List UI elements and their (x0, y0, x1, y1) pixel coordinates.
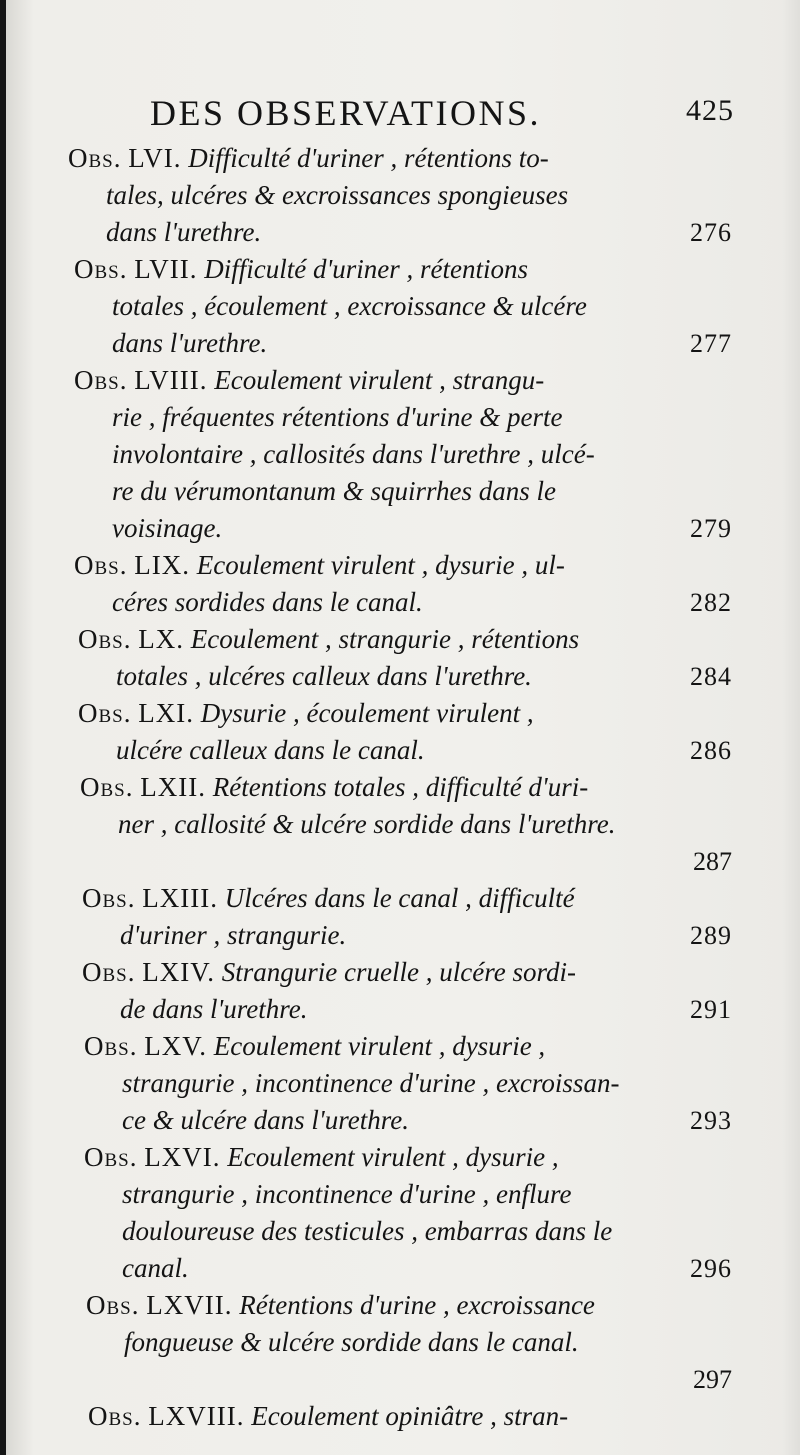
entry-line (84, 1065, 732, 1102)
observation-text: Difficulté d'uriner , rétentions (204, 254, 528, 284)
observation-label: Obs. (84, 1142, 138, 1172)
observation-label: Obs. (68, 143, 122, 173)
observation-entry (88, 1398, 732, 1435)
observation-number: LXV. (144, 1031, 208, 1061)
observation-entry (78, 695, 732, 769)
entry-line (74, 473, 732, 510)
entry-line (80, 806, 732, 843)
observation-number: LX. (138, 624, 184, 654)
page-reference: 287 (693, 847, 732, 876)
page-reference: 297 (693, 1365, 732, 1394)
observation-number: LXVIII. (148, 1401, 245, 1431)
running-head (146, 92, 750, 132)
observation-label: Obs. (84, 1031, 138, 1061)
observation-number: LXIV. (142, 957, 216, 987)
page-reference: 277 (690, 329, 732, 358)
observation-text: involontaire , callosités dans l'urethre , ulcé- (112, 439, 595, 469)
observation-entry (78, 621, 732, 695)
entry-line (84, 1213, 732, 1250)
entry-line (78, 658, 732, 695)
observation-text: totales , écoulement , excroissance & ulcére (112, 291, 587, 321)
observation-text: voisinage. (112, 513, 223, 543)
observation-text: Rétentions totales , difficulté d'uri- (212, 772, 589, 802)
observation-entry (82, 880, 732, 954)
page-reference: 276 (690, 218, 732, 247)
page-edge-shadow (782, 0, 800, 1455)
entry-line (86, 1324, 732, 1361)
observation-label: Obs. (74, 254, 128, 284)
observation-number: LVII. (134, 254, 198, 284)
observation-label: Obs. (74, 365, 128, 395)
observation-text: totales , ulcéres calleux dans l'urethre. (116, 661, 532, 691)
observation-entry (86, 1287, 732, 1398)
observation-number: LVI. (128, 143, 182, 173)
page-reference: 286 (690, 736, 732, 765)
entry-line (68, 214, 732, 251)
observation-text: Ecoulement virulent , dysurie , ul- (196, 550, 565, 580)
observation-text: Ecoulement virulent , dysurie , (213, 1031, 546, 1061)
observation-entry (74, 251, 732, 362)
entry-line (84, 1102, 732, 1139)
observation-number: LXI. (138, 698, 194, 728)
observation-label: Obs. (78, 698, 132, 728)
observation-text: Dysurie , écoulement virulent , (200, 698, 534, 728)
entry-line (68, 140, 732, 177)
observation-number: LXVII. (146, 1290, 233, 1320)
entry-line (78, 732, 732, 769)
observation-text: re du vérumontanum & squirrhes dans le (112, 476, 556, 506)
entry-line (74, 436, 732, 473)
observation-label: Obs. (74, 550, 128, 580)
page-reference: 291 (690, 995, 732, 1024)
observation-text: strangurie , incontinence d'urine , enflure (122, 1179, 572, 1209)
observation-entry (84, 1028, 732, 1139)
observation-number: LXVI. (144, 1142, 221, 1172)
observation-entry (74, 547, 732, 621)
observation-label: Obs. (82, 883, 136, 913)
entry-line (82, 954, 732, 991)
entry-line (74, 362, 732, 399)
page-reference: 282 (690, 588, 732, 617)
observation-text: douloureuse des testicules , embarras dans le (122, 1216, 613, 1246)
entry-line (78, 621, 732, 658)
entry-line (74, 547, 732, 584)
entry-line (84, 1028, 732, 1065)
entry-line (74, 510, 732, 547)
observation-number: LXII. (140, 772, 206, 802)
page-number: 425 (686, 94, 734, 127)
observation-text: ner , callosité & ulcére sordide dans l'urethre. (118, 809, 616, 839)
observation-text: Strangurie cruelle , ulcére sordi- (221, 957, 576, 987)
observation-text: Rétentions d'urine , excroissance (239, 1290, 595, 1320)
entry-line (86, 1287, 732, 1324)
observation-text: Ecoulement opiniâtre , stran- (251, 1401, 569, 1431)
entry-line (84, 1139, 732, 1176)
entry-line (82, 991, 732, 1028)
observation-label: Obs. (86, 1290, 140, 1320)
running-head-title: DES OBSERVATIONS. (150, 93, 542, 133)
entry-line (80, 769, 732, 806)
page-reference: 296 (690, 1254, 732, 1283)
entry-line (82, 917, 732, 954)
observation-text: ce & ulcére dans l'urethre. (122, 1105, 409, 1135)
page-reference: 284 (690, 662, 732, 691)
observation-label: Obs. (78, 624, 132, 654)
observation-entry (80, 769, 732, 880)
observation-entry (82, 954, 732, 1028)
observation-text: fongueuse & ulcére sordide dans le canal. (124, 1327, 579, 1357)
observation-entry (74, 362, 732, 547)
entry-line (78, 695, 732, 732)
observation-text: ulcére calleux dans le canal. (116, 735, 425, 765)
observation-number: LVIII. (134, 365, 208, 395)
observation-text: canal. (122, 1253, 189, 1283)
observation-label: Obs. (88, 1401, 142, 1431)
entry-line (74, 251, 732, 288)
page-reference: 293 (690, 1106, 732, 1135)
observation-text: Ecoulement , strangurie , rétentions (190, 624, 580, 654)
entry-line (84, 1250, 732, 1287)
observation-entry (68, 140, 732, 251)
observation-text: dans l'urethre. (112, 328, 268, 358)
observation-text: rie , fréquentes rétentions d'urine & perte (112, 402, 563, 432)
observation-text: Difficulté d'uriner , rétentions to- (188, 143, 549, 173)
observation-text: dans l'urethre. (106, 217, 262, 247)
entry-line (74, 325, 732, 362)
observation-entry (84, 1139, 732, 1287)
observation-text: d'uriner , strangurie. (120, 920, 347, 950)
observation-label: Obs. (80, 772, 134, 802)
page-reference: 289 (690, 921, 732, 950)
observation-text: céres sordides dans le canal. (112, 587, 423, 617)
observation-number: LIX. (134, 550, 190, 580)
observation-text: tales, ulcéres & excroissances spongieuses (106, 180, 569, 210)
observation-text: Ecoulement virulent , strangu- (214, 365, 545, 395)
observation-text: Ulcéres dans le canal , difficulté (224, 883, 575, 913)
entry-line (68, 177, 732, 214)
observation-number: LXIII. (142, 883, 218, 913)
page-reference: 279 (690, 514, 732, 543)
entry-line (74, 584, 732, 621)
entry-line (88, 1398, 732, 1435)
entry-line (82, 880, 732, 917)
entry-line (74, 399, 732, 436)
observation-text: de dans l'urethre. (120, 994, 308, 1024)
entry-line (84, 1176, 732, 1213)
observation-label: Obs. (82, 957, 136, 987)
observation-text: Ecoulement virulent , dysurie , (227, 1142, 559, 1172)
entry-line (74, 288, 732, 325)
observations-list (6, 140, 800, 1435)
observation-text: strangurie , incontinence d'urine , excroissan- (122, 1068, 620, 1098)
